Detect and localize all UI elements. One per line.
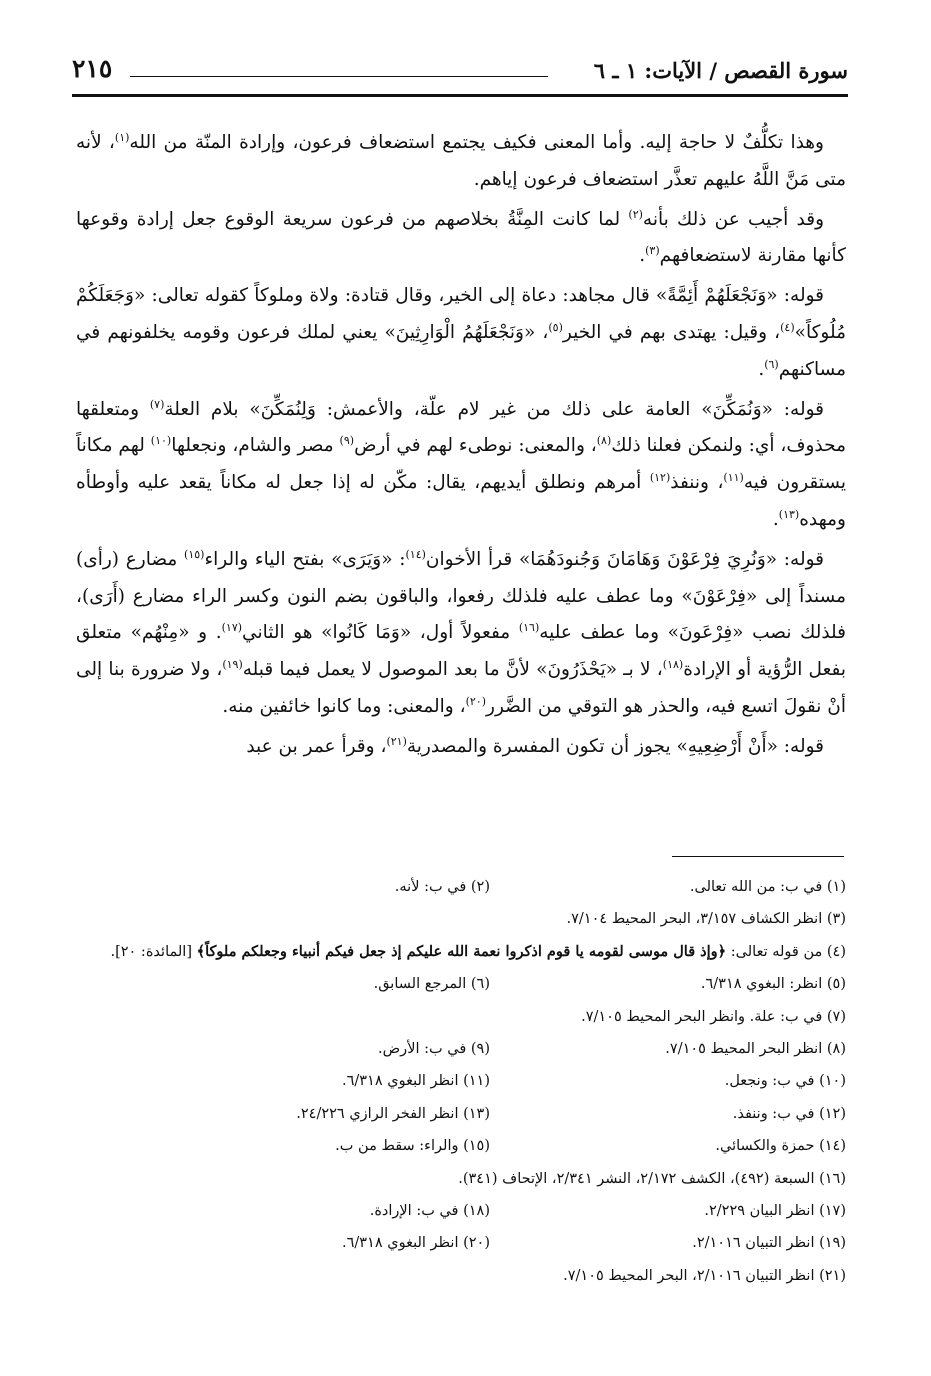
text-run: مصر والشام، ونجعلها bbox=[171, 435, 340, 457]
text-run: وقد أجيب عن ذلك بأنه bbox=[642, 208, 824, 230]
footnote-marker: (١١) bbox=[723, 471, 744, 485]
footnote-divider bbox=[672, 856, 844, 857]
footnote-marker: (٥) bbox=[548, 320, 563, 334]
main-text bbox=[76, 125, 846, 769]
text-run: . و «مِنْهُم» متعلق بفعل الرُّؤية أو الإرادة bbox=[76, 622, 847, 681]
text-run: . bbox=[639, 245, 646, 267]
text-run: ، وقيل: يهتدى بهم في الخير bbox=[562, 321, 781, 343]
footnote-marker: (١٧) bbox=[221, 621, 243, 635]
footnote-marker: (٣) bbox=[645, 244, 660, 258]
footnote-item: (٧) في ب: علة. وانظر البحر المحيط ٧/١٠٥. bbox=[581, 1008, 846, 1025]
text-run: ، لا بـ «يَحْذَرُونَ» لأنَّ ما بعد الموصول لا يعمل فيما قبله bbox=[242, 659, 663, 681]
footnote-marker: (٧) bbox=[149, 397, 165, 411]
footnote-item: (٨) انظر البحر المحيط ٧/١٠٥. bbox=[665, 1040, 846, 1057]
footnote-row bbox=[76, 1098, 846, 1130]
footnote-item: (٩) في ب: الأرض. bbox=[378, 1040, 490, 1057]
footnote-row bbox=[76, 1033, 846, 1065]
footnote-marker: (١٤) bbox=[405, 547, 426, 561]
text-run: وهذا تكلُّفٌ لا حاجة إليه. وأما المعنى فكيف يجتمع استضعاف فرعون، وإرادة المنّة من الله bbox=[129, 132, 824, 153]
footnote-item: (٢١) انظر التبيان ٢/١٠١٦، البحر المحيط ٧/١٠٥. bbox=[563, 1267, 846, 1284]
footnote-item: (١٩) انظر التبيان ٢/١٠١٦. bbox=[692, 1235, 846, 1252]
footnote-tail: [المائدة: ٢٠]. bbox=[110, 943, 197, 960]
text-run: قوله: «وَنُرِيَ فِرْعَوْنَ وَهَامَانَ وَجُنودَهُمَا» قرأ الأخوان bbox=[425, 548, 824, 570]
text-run: مفعولاً أول، «وَمَا كَانُوا» هو الثاني bbox=[242, 622, 519, 644]
page-title: سورة القصص / الآيات: ١ ـ ٦ bbox=[593, 58, 848, 83]
footnotes bbox=[76, 871, 846, 1292]
footnote-item: (١) في ب: من الله تعالى. bbox=[689, 879, 846, 895]
footnote-item: (١٣) انظر الفخر الرازي ٢٤/٢٢٦. bbox=[296, 1105, 490, 1122]
paragraph bbox=[76, 729, 846, 766]
footnote-row bbox=[76, 1130, 846, 1162]
footnote-marker: (١٠) bbox=[150, 434, 172, 448]
footnote-row bbox=[76, 871, 846, 903]
text-run: لهم مكاناً يستقرون فيه bbox=[76, 435, 846, 494]
footnote-item: (٥) انظر: البغوي ٦/٣١٨. bbox=[700, 976, 846, 993]
text-run: . bbox=[772, 508, 779, 530]
footnote-lead: (٤) من قوله تعالى: bbox=[726, 943, 846, 960]
footnote-row bbox=[76, 903, 846, 935]
text-run: قوله: «وَنَجْعَلَهُمْ أَئِمَّةً» قال مجاهد: دعاة إلى الخير، وقال قتادة: ولاة وملوكاً كقوله تعالى: «وَجَعَلَكُمْ مُلُوكاً» bbox=[76, 285, 846, 343]
text-run: ومتعلقها محذوف، أي: ولنمكن فعلنا ذلك bbox=[76, 398, 846, 457]
footnote-marker: (٦) bbox=[764, 357, 779, 371]
footnote-row bbox=[76, 968, 846, 1000]
text-run: ، وننفذ bbox=[670, 472, 724, 494]
footnote-marker: (٢٠) bbox=[465, 694, 487, 708]
footnote-marker: (٩) bbox=[339, 434, 355, 448]
paragraph bbox=[76, 542, 846, 726]
footnote-marker: (١٦) bbox=[518, 621, 540, 635]
text-run: ، وقرأ عمر بن عبد bbox=[246, 735, 387, 757]
footnote-marker: (٢) bbox=[628, 207, 643, 221]
text-run: : «وَيَرَى» بفتح الياء والراء bbox=[204, 548, 406, 570]
page-header bbox=[72, 48, 848, 97]
paragraph bbox=[76, 278, 846, 388]
footnote-item: (١٢) في ب: وننفذ. bbox=[732, 1105, 846, 1122]
paragraph bbox=[76, 392, 846, 539]
footnote-item: (١٦) السبعة (٤٩٢)، الكشف ٢/١٧٢، النشر ٢/٣٤١، الإتحاف (٣٤١). bbox=[458, 1170, 846, 1187]
text-run: ، لأنه متى مَنَّ اللَّهُ عليهم تعذَّر استضعاف فرعون إياهم. bbox=[76, 132, 846, 190]
paragraph bbox=[76, 202, 846, 276]
text-run: مضارع (رأى) مسنداً إلى «فِرْعَوْنَ» وما عطف عليه فلذلك رفعوا، والباقون بضم النون وكسر الراء مضارع (أَرَى)، فلذلك نصب «فِرْعَونَ» وما عطف عليه bbox=[76, 548, 847, 644]
footnote-item: (١٨) في ب: الإرادة. bbox=[369, 1202, 490, 1219]
footnote-marker: (٨) bbox=[596, 434, 612, 448]
paragraph bbox=[76, 125, 846, 199]
footnote-row bbox=[76, 1065, 846, 1097]
footnote-marker: (١٨) bbox=[662, 658, 684, 671]
footnote-verse: ﴿وإذ قال موسى لقومه يا قوم اذكروا نعمة الله عليكم إذ جعل فيكم أنبياء وجعلكم ملوكاً﴾ bbox=[196, 942, 727, 960]
text-run: قوله: «وَنُمَكِّنَ» العامة على ذلك من غير لام علّة، والأعمش: وَلِنُمَكِّنَ» بلام العلة bbox=[164, 398, 824, 420]
footnote-marker: (١٥) bbox=[184, 547, 205, 561]
text-run: ، «وَنَجْعَلَهُمُ الْوَارِثِينَ» يعني لملك فرعون وقومه يخلفونهم في مساكنهم bbox=[76, 321, 846, 380]
text-run: قوله: «أَنْ أَرْضِعِيهِ» يجوز أن تكون المفسرة والمصدرية bbox=[406, 735, 824, 757]
footnote-marker: (١) bbox=[114, 130, 130, 144]
text-run: لما كانت المِنَّةُ بخلاصهم من فرعون سريعة الوقوع جعل إرادة وقوعها كأنها مقارنة لاستضعافهم bbox=[76, 208, 846, 267]
footnote-item: (١٥) والراء: سقط من ب. bbox=[335, 1138, 490, 1155]
footnote-marker: (١٩) bbox=[222, 658, 243, 671]
footnote-item: (٢) في ب: لأنه. bbox=[394, 879, 490, 895]
footnote-marker: (٢١) bbox=[386, 734, 407, 748]
footnote-item bbox=[76, 936, 846, 968]
text-run: ، والمعنى: نوطىء لهم في أرض bbox=[354, 435, 597, 457]
page-number: ٢١٥ bbox=[72, 54, 113, 83]
footnote-row bbox=[76, 1227, 846, 1259]
footnote-item: (١٧) انظر البيان ٢/٢٢٩. bbox=[704, 1202, 846, 1219]
text-run: . bbox=[758, 358, 765, 380]
footnote-row bbox=[76, 1001, 846, 1033]
footnote-row bbox=[76, 1260, 846, 1292]
footnote-item: (٦) المرجع السابق. bbox=[373, 976, 490, 993]
text-run: ، ولا ضرورة بنا إلى أنْ نقولَ اتسع فيه، والحذر هو التوقي من الضَّرر bbox=[76, 659, 846, 717]
footnote-row bbox=[76, 1163, 846, 1195]
footnote-marker: (٤) bbox=[780, 320, 795, 334]
footnote-item: (١٠) في ب: ونجعل. bbox=[724, 1073, 846, 1090]
text-run: أمرهم ونطلق أيديهم، يقال: مكّن له إذا جعل له مكاناً يقعد عليه وأوطأه ومهده bbox=[76, 472, 846, 530]
footnote-item: (١٤) حمزة والكسائي. bbox=[715, 1138, 846, 1155]
header-rule bbox=[130, 76, 548, 77]
text-run: ، والمعنى: وما كانوا خائفين منه. bbox=[222, 695, 466, 717]
footnote-row bbox=[76, 1195, 846, 1227]
footnote-marker: (١٣) bbox=[778, 507, 800, 521]
footnote-item: (١١) انظر البغوي ٦/٣١٨. bbox=[341, 1073, 490, 1090]
footnote-item: (٢٠) انظر البغوي ٦/٣١٨. bbox=[341, 1235, 490, 1252]
footnote-marker: (١٢) bbox=[649, 471, 671, 485]
footnote-item: (٣) انظر الكشاف ٣/١٥٧، البحر المحيط ٧/١٠٤. bbox=[566, 911, 846, 928]
